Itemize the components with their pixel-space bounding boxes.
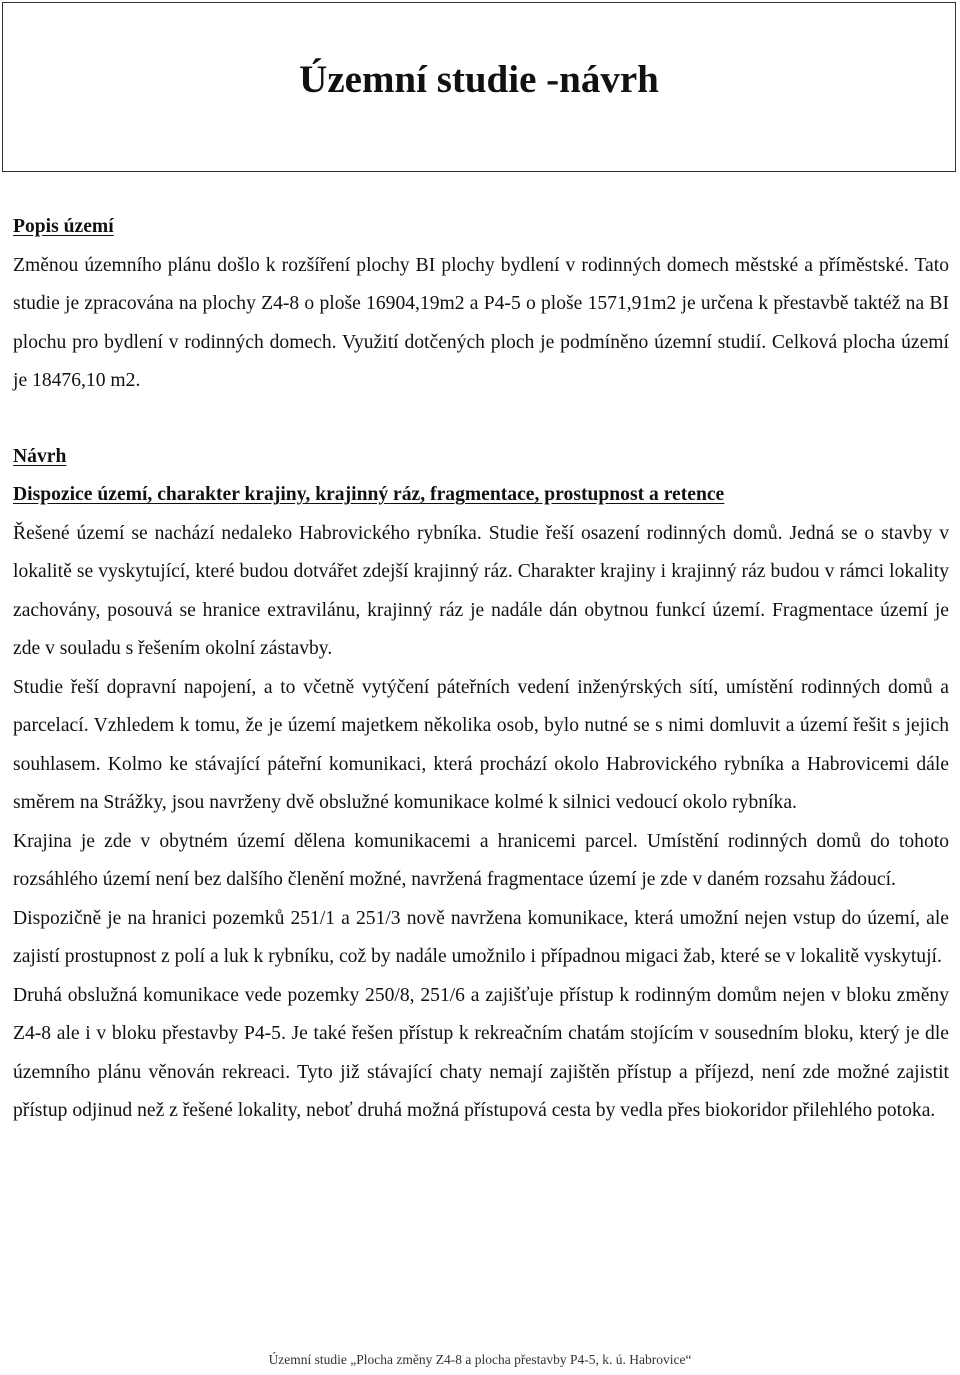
paragraph-4: Dispozičně je na hranici pozemků 251/1 a 251/3 nově navržena komunikace, která umožní nejen vstup do území, ale zajistí prostupnost z polí a luk k rybníku, což by nadále umožnilo i případnou migaci žab, které se v lokalitě vyskytují. (13, 907, 949, 967)
paragraph-5: Druhá obslužná komunikace vede pozemky 250/8, 251/6 a zajišťuje přístup k rodinným domům nejen v bloku změny Z4-8 ale i v bloku přestavby P4-5. Je také řešen přístup k rekreačním chatám stojícím v sousedním bloku, který je dle územního plánu věnován rekreaci. Tyto již stávající chaty nemají zajištěn přístup a příjezd, není zde možné zajistit přístup odjinud než z řešené lokality, neboť druhá možná přístupová cesta by vedla přes biokoridor přilehlého potoka. (13, 984, 949, 1121)
title-box (2, 2, 956, 172)
section-heading-popis: Popis území (13, 216, 114, 237)
section-heading-navrh: Návrh (13, 445, 67, 467)
paragraph-popis: Změnou územního plánu došlo k rozšíření plochy BI plochy bydlení v rodinných domech městské a příměstské. Tato studie je zpracována na plochy Z4-8 o ploše 16904,19m2 a P4-5 o ploše 1571,91m2 je určena k přestavbě taktéž na BI plochu pro bydlení v rodinných domech. Využití dotčených ploch je podmíněno územní studií. Celková plocha území je 18476,10 m2. (13, 254, 949, 391)
spacer (13, 401, 949, 438)
document-body (13, 208, 949, 1131)
page-footer: Územní studie „Plocha změny Z4-8 a plocha přestavby P4-5, k. ú. Habrovice“ (268, 1352, 692, 1367)
paragraph-1: Řešené území se nachází nedaleko Habrovického rybníka. Studie řeší osazení rodinných domů. Jedná se o stavby v lokalitě se vyskytující, které budou dotvářet zdejší krajinný ráz. Charakter krajiny i krajinný ráz budou v rámci lokality zachovány, posouvá se hranice extravilánu, krajinný ráz je nadále dán obytnou funkcí území. Fragmentace území je zde v souladu s řešením okolní zástavby. (13, 522, 949, 659)
section-subheading-dispozice: Dispozice území, charakter krajiny, krajinný ráz, fragmentace, prostupnost a retence (13, 484, 725, 505)
paragraph-2: Studie řeší dopravní napojení, a to včetně vytýčení páteřních vedení inženýrských sítí, umístění rodinných domů a parcelací. Vzhledem k tomu, že je území majetkem několika osob, bylo nutné se s nimi domluvit a území řešit s jejich souhlasem. Kolmo ke stávající páteřní komunikaci, která prochází okolo Habrovického rybníka a Habrovicemi dále směrem na Strážky, jsou navrženy dvě obslužné komunikace kolmé k silnici vedoucí okolo rybníka. (13, 676, 949, 813)
document-title: Územní studie -návrh (299, 58, 659, 101)
paragraph-3: Krajina je zde v obytném území dělena komunikacemi a hranicemi parcel. Umístění rodinných domů do tohoto rozsáhlého území není bez dalšího členění možné, navržená fragmentace území je zde v daném rozsahu žádoucí. (13, 830, 949, 890)
